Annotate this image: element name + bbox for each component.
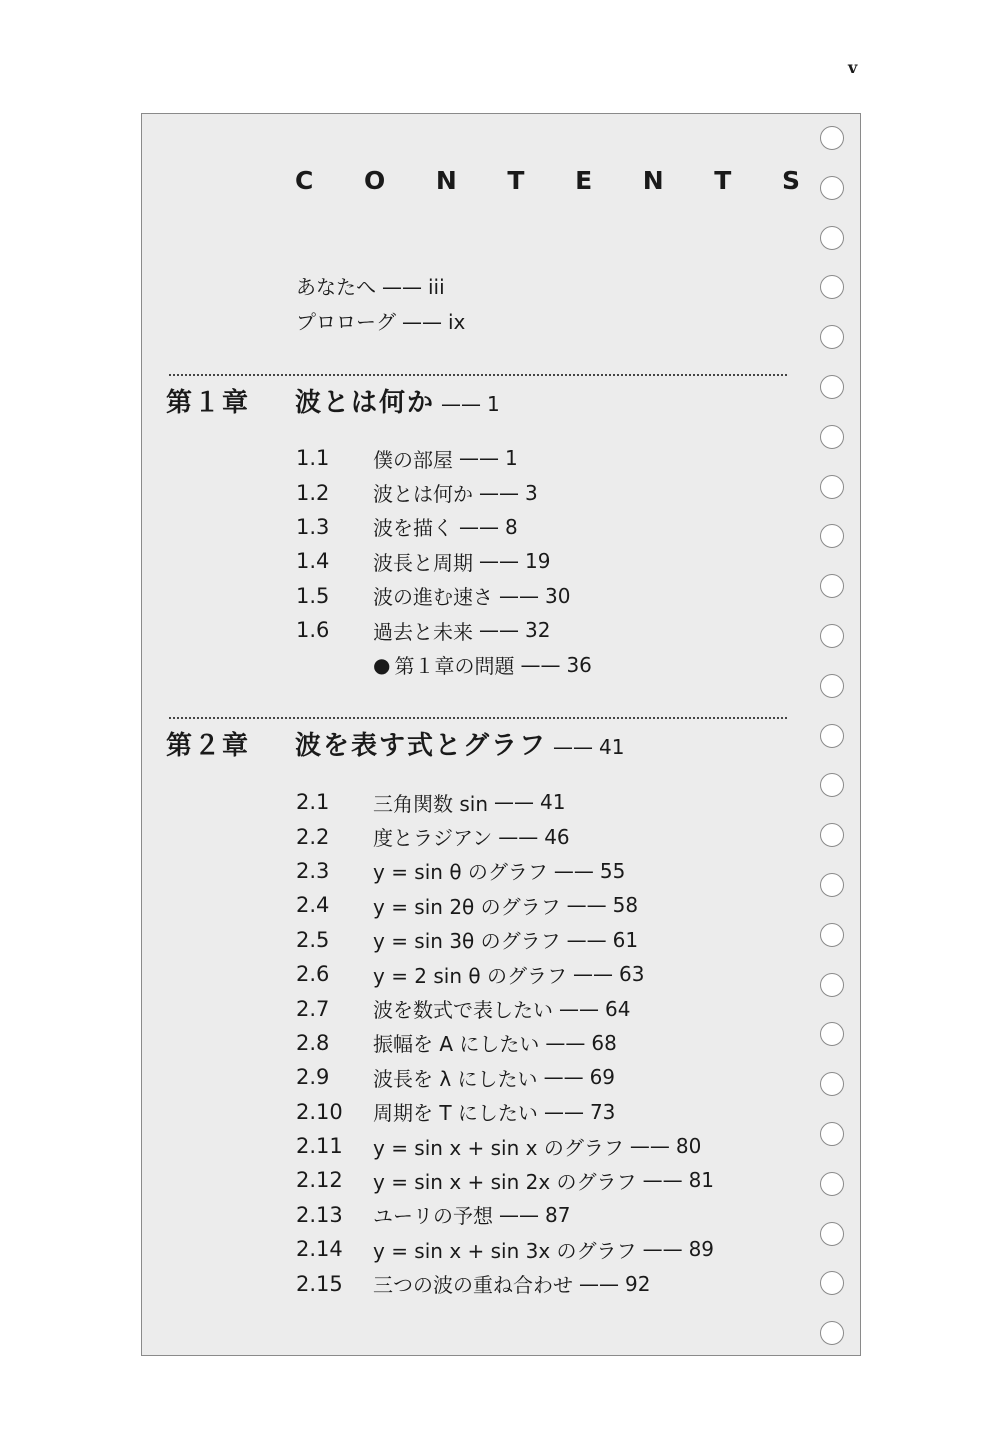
leader-dash: —— [566,927,607,952]
leader-dash: —— [479,618,519,643]
section-title: y = sin x + sin 2x のグラフ [373,1169,637,1194]
section-page: 61 [612,927,639,952]
section-title: 三つの波の重ね合わせ [373,1273,573,1298]
binder-hole-icon [820,873,844,897]
leader-dash: —— [545,1030,586,1055]
front-matter-list [296,270,465,340]
binder-holes [820,126,844,1371]
section-list [296,785,714,1301]
section-item[interactable] [296,888,714,922]
section-number: 1.1 [296,446,330,471]
binder-hole-icon [820,823,844,847]
binder-hole-icon [820,923,844,947]
leader-dash: —— [543,1099,584,1124]
section-item[interactable] [296,785,714,819]
section-number: 2.13 [296,1202,343,1227]
section-title: y = sin x + sin x のグラフ [373,1135,624,1160]
contents-letter: E [575,166,593,195]
section-number: 2.10 [296,1099,343,1124]
section-page: 68 [591,1030,617,1055]
section-page: 73 [589,1099,616,1124]
dotted-divider [169,717,787,719]
binder-hole-icon [820,773,844,797]
section-number: 1.6 [296,618,330,643]
leader-dash: —— [553,735,594,759]
chapter-label: 第２章 [166,731,251,761]
section-title: 波を描く [373,516,453,541]
binder-hole-icon [820,1321,844,1345]
leader-dash: —— [573,962,613,987]
binder-hole-icon [820,624,844,648]
section-item[interactable] [296,647,592,681]
leader-dash: —— [479,549,519,574]
section-item[interactable] [296,1095,714,1129]
section-item[interactable] [296,441,592,475]
section-title: 周期を T にしたい [373,1101,538,1126]
section-item[interactable] [296,1026,714,1060]
binder-hole-icon [820,1271,844,1295]
leader-dash: —— [498,824,539,849]
section-item[interactable] [296,1232,714,1266]
leader-dash: —— [402,310,442,334]
section-title: 波長と周期 [373,550,473,575]
section-item[interactable] [296,613,592,647]
chapter-label: 第１章 [166,388,251,418]
binder-hole-icon [820,325,844,349]
section-number: 1.4 [296,549,330,574]
section-number: 2.3 [296,858,330,883]
leader-dash: —— [382,275,422,299]
contents-card [141,113,861,1356]
section-title: 第１章の問題 [394,654,515,679]
contents-heading [295,166,800,195]
binder-hole-icon [820,1022,844,1046]
section-number: 1.3 [296,514,330,539]
front-matter-page: iii [428,275,445,299]
section-number: 2.5 [296,927,330,952]
section-page: 19 [525,549,551,574]
binder-hole-icon [820,475,844,499]
section-page: 64 [605,996,631,1021]
section-page: 63 [619,962,645,987]
section-page: 46 [544,824,570,849]
section-title: 波とは何か [373,482,473,507]
section-title: y = sin θ のグラフ [373,860,548,885]
chapter-heading[interactable] [166,382,500,419]
section-title: y = 2 sin θ のグラフ [373,963,567,988]
section-item[interactable] [296,475,592,509]
dotted-divider [169,374,787,376]
section-page: 32 [525,618,551,643]
section-page: 30 [545,583,571,608]
leader-dash: —— [642,1237,683,1262]
section-item[interactable] [296,1129,714,1163]
section-item[interactable] [296,544,592,578]
page-number: v [848,58,858,77]
section-item[interactable] [296,1266,714,1300]
section-item[interactable] [296,1198,714,1232]
section-number: 2.4 [296,893,330,918]
leader-dash: —— [579,1271,619,1296]
section-item[interactable] [296,854,714,888]
section-page: 87 [545,1202,571,1227]
section-page: 80 [675,1134,702,1159]
leader-dash: —— [566,893,607,918]
binder-hole-icon [820,126,844,150]
binder-hole-icon [820,574,844,598]
binder-hole-icon [820,176,844,200]
section-title: 度とラジアン [373,826,493,851]
section-number: 2.8 [296,1030,330,1055]
section-page: 55 [599,858,626,883]
section-item[interactable] [296,957,714,991]
section-title: 波長を λ にしたい [373,1066,538,1091]
leader-dash: —— [479,480,519,505]
section-title: 過去と未来 [373,619,473,644]
binder-hole-icon [820,1122,844,1146]
contents-letter: N [435,166,457,195]
section-title: y = sin x + sin 3x のグラフ [373,1238,637,1263]
binder-hole-icon [820,524,844,548]
section-number: 2.9 [296,1065,330,1090]
section-number: 2.14 [296,1237,343,1262]
binder-hole-icon [820,724,844,748]
leader-dash: —— [499,1202,539,1227]
leader-dash: —— [559,996,599,1021]
leader-dash: —— [520,652,561,677]
section-number: 2.15 [296,1271,343,1296]
binder-hole-icon [820,973,844,997]
section-page: 81 [688,1168,715,1193]
chapter-title: 波を表す式とグラフ [295,731,548,761]
chapter-page: 1 [487,392,500,416]
section-number: 2.6 [296,962,330,987]
leader-dash: —— [459,446,499,471]
leader-dash: —— [642,1168,683,1193]
chapter-title: 波とは何か [295,388,436,418]
leader-dash: —— [441,392,482,416]
binder-hole-icon [820,226,844,250]
contents-letter: N [642,166,664,195]
section-item[interactable] [296,1060,714,1094]
section-title: 振幅を A にしたい [373,1032,540,1057]
section-page: 89 [688,1237,715,1262]
section-page: 1 [505,446,518,471]
section-title: y = sin 2θ のグラフ [373,894,561,919]
binder-hole-icon [820,1222,844,1246]
section-number: 1.2 [296,480,330,505]
front-matter-item[interactable] [296,305,465,340]
binder-hole-icon [820,674,844,698]
section-item[interactable] [296,819,714,853]
section-list [296,441,592,682]
leader-dash: —— [499,583,539,608]
front-matter-page: ix [448,310,466,334]
front-matter-title: あなたへ [296,275,376,299]
front-matter-item[interactable] [296,270,465,305]
section-title: 僕の部屋 [373,447,453,472]
section-title: 三角関数 sin [373,791,489,816]
bullet-icon: ● [373,652,391,677]
binder-hole-icon [820,1072,844,1096]
section-title: y = sin 3θ のグラフ [373,929,561,954]
binder-hole-icon [820,425,844,449]
leader-dash: —— [553,858,594,883]
section-item[interactable] [296,991,714,1025]
section-page: 41 [540,790,566,815]
section-item[interactable] [296,1163,714,1197]
leader-dash: —— [629,1134,670,1159]
section-number: 1.5 [296,583,330,608]
section-item[interactable] [296,579,592,613]
section-number: 2.1 [296,790,330,815]
leader-dash: —— [543,1065,584,1090]
contents-letter: T [507,166,525,195]
chapter-heading[interactable] [166,725,624,762]
binder-hole-icon [820,375,844,399]
section-number: 2.12 [296,1168,343,1193]
section-number: 2.7 [296,996,330,1021]
section-number: 2.11 [296,1134,343,1159]
section-item[interactable] [296,510,592,544]
section-title: 波の進む速さ [373,585,493,610]
section-item[interactable] [296,923,714,957]
section-title: 波を数式で表したい [373,998,553,1023]
contents-letter: C [295,166,314,195]
section-number: 2.2 [296,824,330,849]
section-page: 36 [566,652,592,677]
chapter-page: 41 [599,735,625,759]
leader-dash: —— [459,514,499,539]
section-page: 3 [525,480,538,505]
section-page: 92 [625,1271,651,1296]
section-page: 8 [505,514,518,539]
section-title: ユーリの予想 [373,1204,493,1229]
binder-hole-icon [820,1172,844,1196]
contents-letter: S [781,166,800,195]
section-page: 58 [612,893,639,918]
section-page: 69 [589,1065,616,1090]
leader-dash: —— [494,790,535,815]
contents-letter: O [363,166,386,195]
binder-hole-icon [820,275,844,299]
contents-letter: T [714,166,732,195]
front-matter-title: プロローグ [296,310,396,334]
